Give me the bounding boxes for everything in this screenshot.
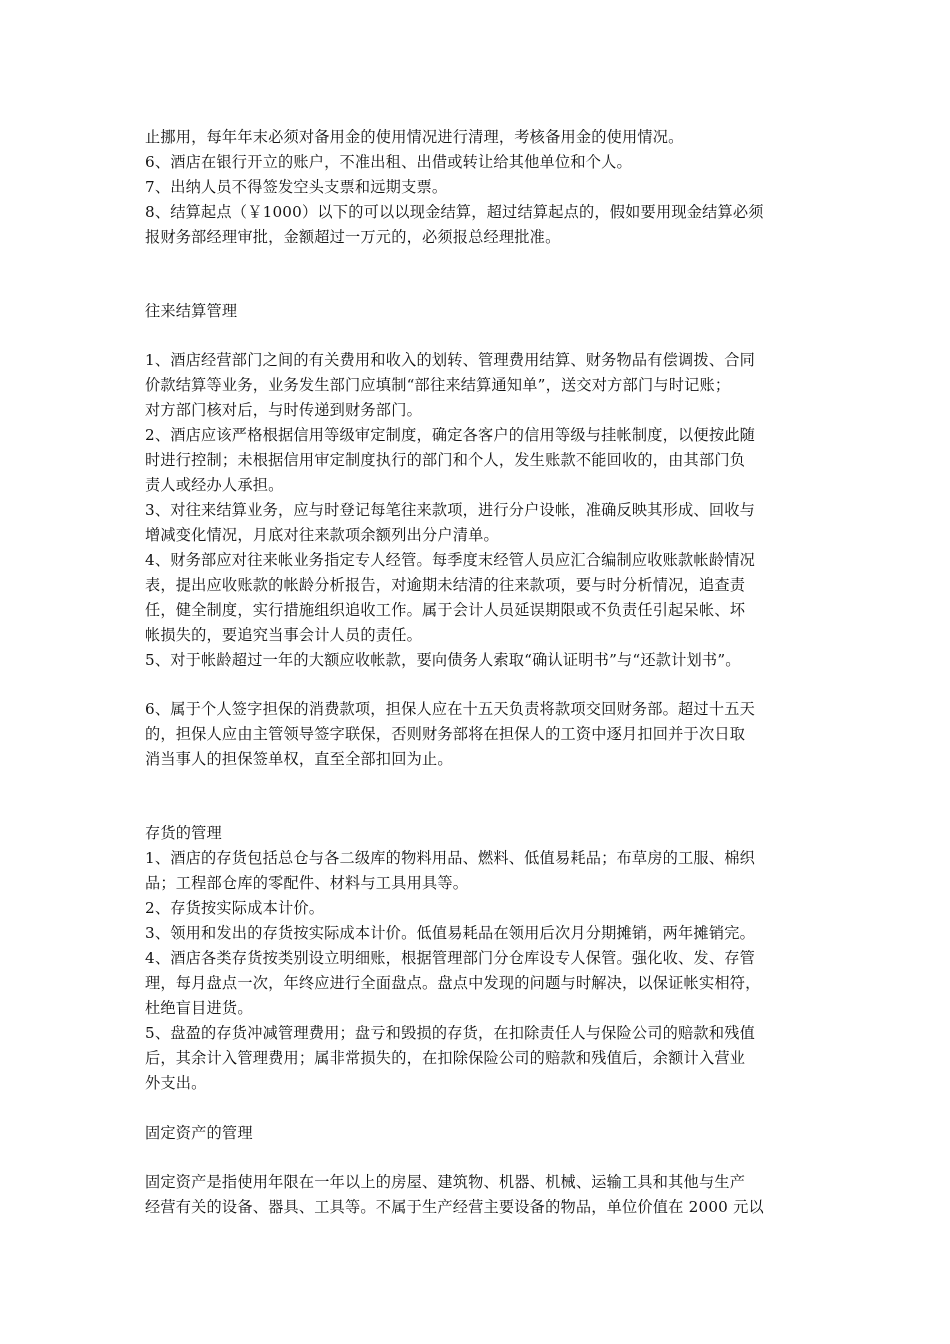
text-line: 3、对往来结算业务，应与时登记每笔往来款项，进行分户设帐，准确反映其形成、回收与 xyxy=(145,501,755,519)
text-line: 时进行控制；未根据信用审定制度执行的部门和个人，发生账款不能回收的，由其部门负 xyxy=(145,451,746,469)
text-line: 6、酒店在银行开立的账户，不准出租、出借或转让给其他单位和个人。 xyxy=(145,153,632,171)
text-line: 5、对于帐龄超过一年的大额应收帐款，要向债务人索取“确认证明书”与“还款计划书”。 xyxy=(145,651,741,669)
text-line: 任，健全制度，实行措施组织追收工作。属于会计人员延误期限或不负责任引起呆帐、坏 xyxy=(145,601,746,619)
text-line: 2、酒店应该严格根据信用等级审定制度，确定各客户的信用等级与挂帐制度，以便按此随 xyxy=(145,426,755,444)
section-heading: 存货的管理 xyxy=(145,824,222,842)
text-line: 报财务部经理审批，金额超过一万元的，必须报总经理批准。 xyxy=(145,228,561,246)
text-line: 4、酒店各类存货按类别设立明细账，根据管理部门分仓库设专人保管。强化收、发、存管 xyxy=(145,949,755,967)
text-line: 2、存货按实际成本计价。 xyxy=(145,899,325,917)
section-heading: 往来结算管理 xyxy=(145,302,238,320)
text-line: 理，每月盘点一次，年终应进行全面盘点。盘点中发现的问题与时解决，以保证帐实相符， xyxy=(145,974,761,992)
text-line: 消当事人的担保签单权，直至全部扣回为止。 xyxy=(145,750,453,768)
text-line: 责人或经办人承担。 xyxy=(145,476,284,494)
text-line: 增减变化情况，月底对往来款项余额列出分户清单。 xyxy=(145,526,499,544)
text-line: 6、属于个人签字担保的消费款项，担保人应在十五天负责将款项交回财务部。超过十五天 xyxy=(145,700,755,718)
text-line: 1、酒店经营部门之间的有关费用和收入的划转、管理费用结算、财务物品有偿调拨、合同 xyxy=(145,351,755,369)
text-line: 品；工程部仓库的零配件、材料与工具用具等。 xyxy=(145,874,469,892)
text-line: 1、酒店的存货包括总仓与各二级库的物料用品、燃料、低值易耗品；布草房的工服、棉织 xyxy=(145,849,755,867)
text-line: 表，提出应收账款的帐龄分析报告，对逾期未结清的往来款项，要与时分析情况，追查责 xyxy=(145,576,746,594)
section-heading: 固定资产的管理 xyxy=(145,1124,253,1142)
text-line: 对方部门核对后，与时传递到财务部门。 xyxy=(145,401,422,419)
text-line: 4、财务部应对往来帐业务指定专人经管。每季度末经管人员应汇合编制应收账款帐龄情况 xyxy=(145,551,755,569)
text-line: 固定资产是指使用年限在一年以上的房屋、建筑物、机器、机械、运输工具和其他与生产 xyxy=(145,1173,746,1191)
text-line: 外支出。 xyxy=(145,1074,207,1092)
text-line: 后，其余计入管理费用；属非常损失的，在扣除保险公司的赔款和残值后，余额计入营业 xyxy=(145,1049,746,1067)
text-line: 经营有关的设备、器具、工具等。不属于生产经营主要设备的物品，单位价值在 2000 元以 xyxy=(145,1198,764,1216)
text-line: 3、领用和发出的存货按实际成本计价。低值易耗品在领用后次月分期摊销，两年摊销完。 xyxy=(145,924,755,942)
text-line: 止挪用，每年年末必须对备用金的使用情况进行清理，考核备用金的使用情况。 xyxy=(145,128,684,146)
text-line: 价款结算等业务，业务发生部门应填制“部往来结算通知单”，送交对方部门与时记账； xyxy=(145,376,731,394)
text-line: 8、结算起点（￥1000）以下的可以以现金结算，超过结算起点的，假如要用现金结算必须 xyxy=(145,203,764,221)
text-line: 杜绝盲目进货。 xyxy=(145,999,253,1017)
text-line: 的，担保人应由主管领导签字联保，否则财务部将在担保人的工资中逐月扣回并于次日取 xyxy=(145,725,746,743)
text-line: 帐损失的，要追究当事会计人员的责任。 xyxy=(145,626,422,644)
text-line: 5、盘盈的存货冲减管理费用；盘亏和毁损的存货，在扣除责任人与保险公司的赔款和残值 xyxy=(145,1024,755,1042)
text-line: 7、出纳人员不得签发空头支票和远期支票。 xyxy=(145,178,448,196)
